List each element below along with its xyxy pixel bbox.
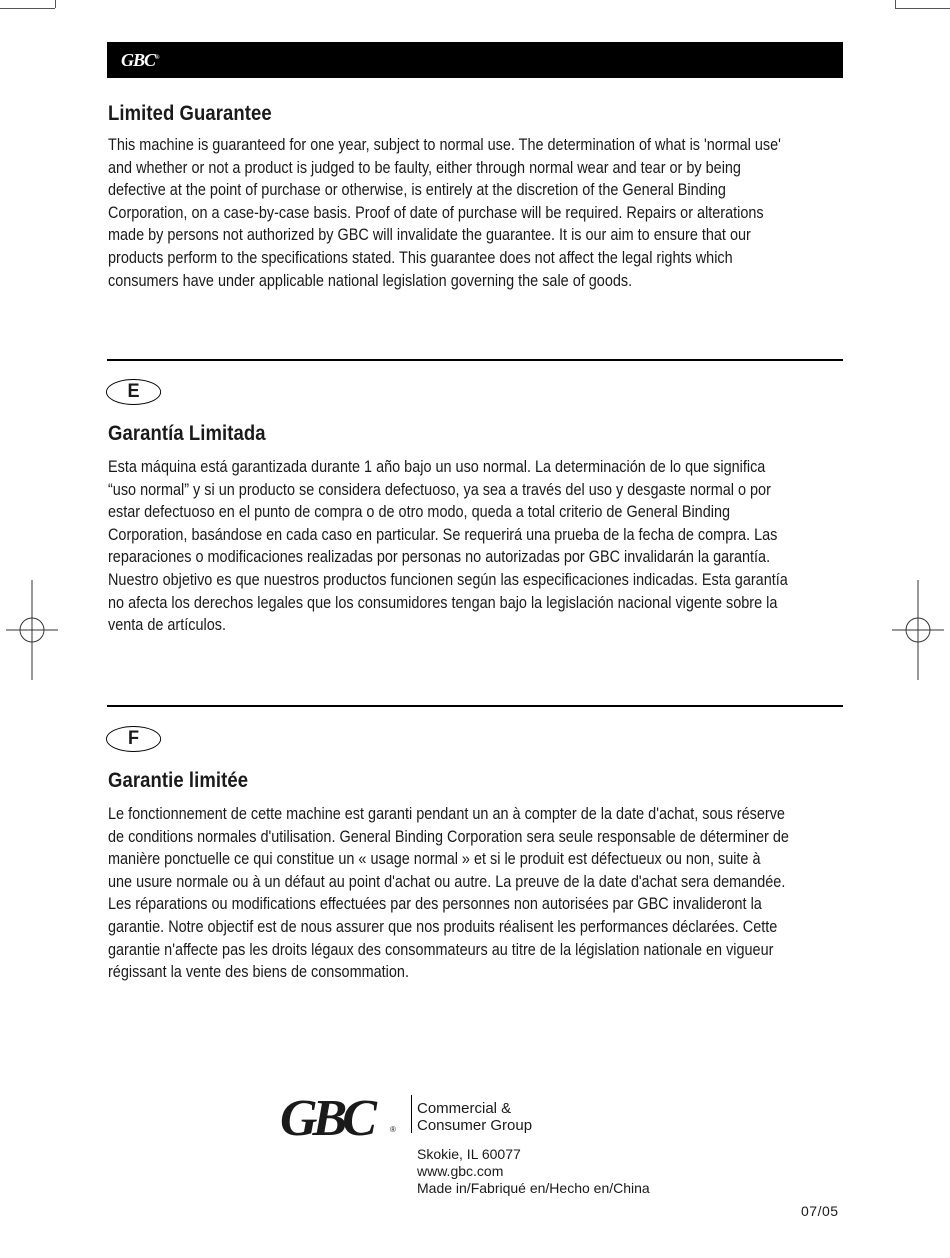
section-title-english: Limited Guarantee [108, 102, 272, 125]
paragraph-french [108, 803, 843, 984]
header-logo-text: GBC [121, 50, 156, 70]
text-line: régissant la vente des biens de consommation. [108, 963, 409, 982]
footer-divider [411, 1095, 412, 1133]
section-divider [107, 705, 843, 707]
crop-mark [0, 8, 55, 9]
text-line: manière ponctuelle ce qui constitue un « usage normal » et si le produit est défectueux ou non, suite à [108, 850, 761, 869]
crop-mark [55, 0, 56, 8]
text-line: garantie n'affecte pas les droits légaux des consommateurs au titre de la législation nationale en vigueur [108, 940, 774, 959]
city-line: Skokie, IL 60077 [417, 1146, 521, 1162]
text-line: une usure normale ou à un défaut au point d'achat ou autre. La preuve de la date d'achat sera demandée. [108, 872, 786, 891]
text-line: Les réparations ou modifications effectuées par des personnes non autorisées par GBC invalideront la [108, 895, 762, 914]
text-line: consumers have under applicable national legislation governing the sale of goods. [108, 271, 633, 290]
text-line: garantie. Notre objectif est de nous assurer que nos produits réalisent les performances déclarées. Cette [108, 917, 778, 936]
text-line: products perform to the specifications stated. This guarantee does not affect the legal rights which [108, 248, 733, 267]
text-line: made by persons not authorized by GBC will invalidate the guarantee. It is our aim to ensure that our [108, 226, 751, 245]
group-line-2: Consumer Group [417, 1117, 533, 1134]
gbc-logo-text: GBC [280, 1092, 372, 1144]
header-bar [107, 42, 843, 78]
text-line: Nuestro objetivo es que nuestros productos funcionen según las especificaciones indicadas. Esta garantía [108, 570, 788, 589]
group-line-1: Commercial & [417, 1100, 512, 1117]
text-line: Corporation, basándose en cada caso en particular. Se requerirá una prueba de la fecha de compra. Las [108, 525, 778, 544]
text-line: estar defectuoso en el punto de compra o de otro modo, queda a total criterio de General Binding [108, 503, 731, 522]
text-line: reparaciones o modificaciones realizadas por personas no autorizadas por GBC invalidarán la garantía. [108, 548, 771, 567]
gbc-logo [280, 1092, 405, 1144]
group-name [417, 1100, 532, 1134]
gbc-logo-mark: ® [390, 1125, 396, 1134]
header-logo [121, 50, 159, 71]
text-line: Le fonctionnement de cette machine est garanti pendant un an à compter de la date d'achat, sous réserve [108, 805, 785, 823]
text-line: Esta máquina está garantizada durante 1 año bajo un uso normal. La determinación de lo que significa [108, 458, 766, 476]
document-date: 07/05 [801, 1203, 839, 1219]
website-link[interactable]: www.gbc.com [417, 1163, 504, 1179]
text-line: This machine is guaranteed for one year, subject to normal use. The determination of what is 'normal use' [108, 136, 781, 154]
registration-mark-right-icon [892, 580, 944, 680]
company-address [417, 1146, 650, 1197]
text-line: de conditions normales d'utilisation. General Binding Corporation sera seule responsable de déterminer de [108, 827, 789, 846]
text-line: defective at the point of purchase or otherwise, is entirely at the discretion of the General Binding [108, 181, 726, 200]
made-in-line: Made in/Fabriqué en/Hecho en/China [417, 1180, 650, 1196]
language-badge-f: F [106, 726, 161, 752]
text-line: venta de artículos. [108, 616, 226, 635]
paragraph-spanish [108, 456, 843, 637]
paragraph-english [108, 134, 843, 292]
text-line: and whether or not a product is judged to be faulty, either through normal wear and tear or by being [108, 158, 741, 177]
text-line: no afecta los derechos legales que los consumidores tengan bajo la legislación nacional vigente sobre la [108, 593, 778, 612]
section-title-spanish: Garantía Limitada [108, 422, 266, 445]
header-logo-mark: ® [155, 55, 159, 61]
section-divider [107, 359, 843, 361]
text-line: Corporation, on a case-by-case basis. Proof of date of purchase will be required. Repairs or alterations [108, 203, 764, 222]
section-title-french: Garantie limitée [108, 769, 249, 792]
language-badge-e: E [106, 379, 161, 405]
registration-mark-left-icon [6, 580, 58, 680]
text-line: “uso normal” y si un producto se considera defectuoso, ya sea a través del uso y desgaste normal o por [108, 480, 771, 499]
crop-mark [895, 0, 896, 8]
crop-mark [895, 8, 950, 9]
